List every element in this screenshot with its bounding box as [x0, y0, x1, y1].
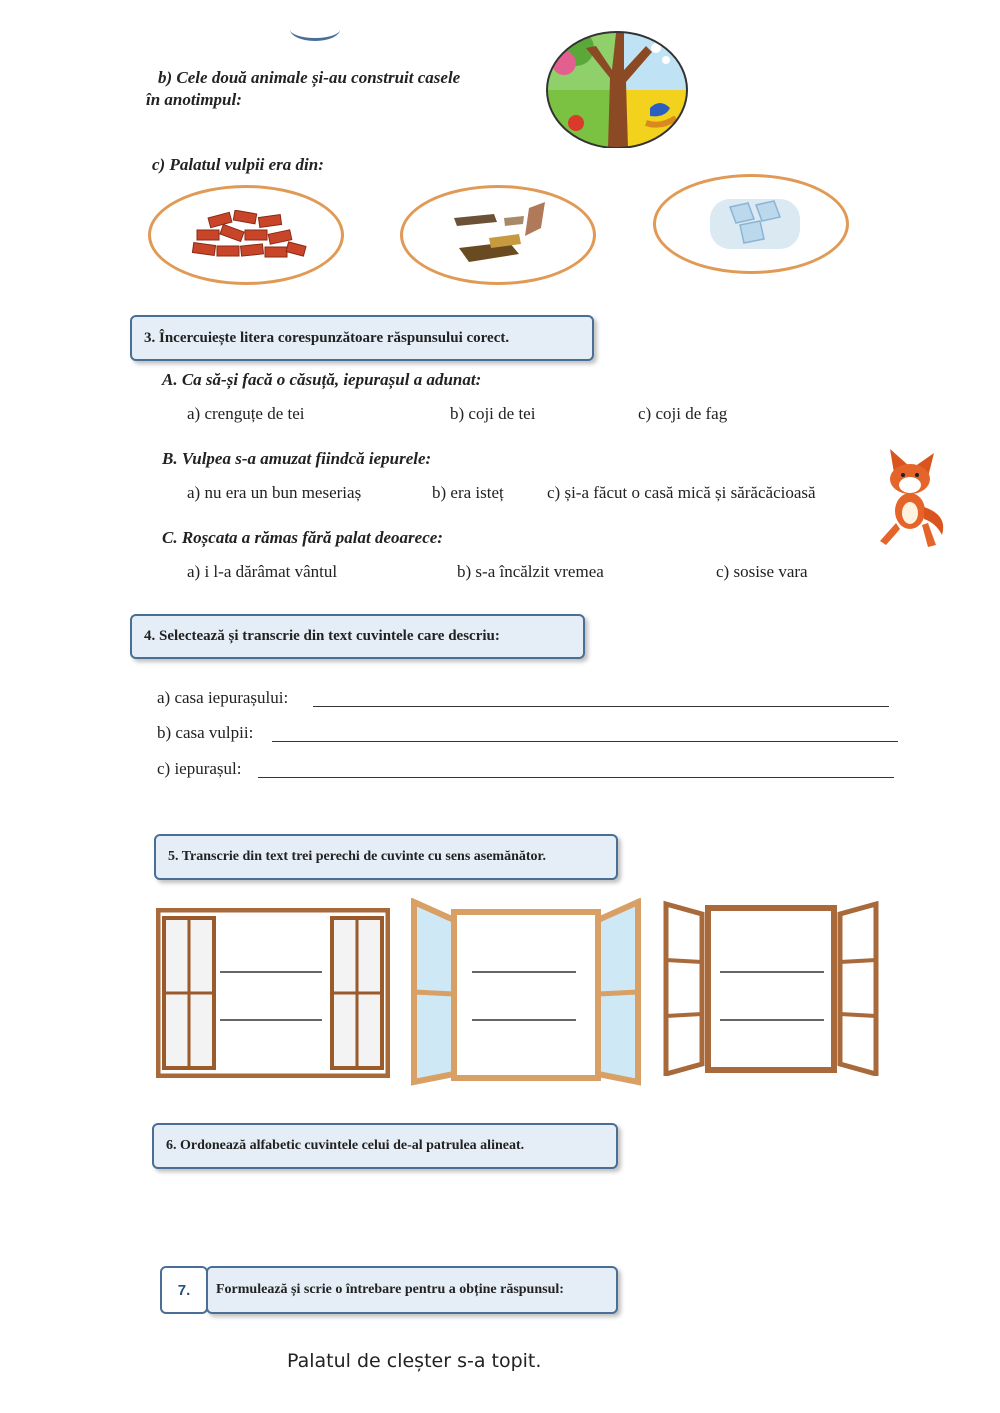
question-3-title: 3. Încercuiește litera corespunzătoare răspunsului corect. — [130, 315, 594, 361]
fox-icon — [868, 445, 948, 555]
q4-answer-line-b[interactable] — [272, 741, 898, 742]
window-icon — [408, 898, 644, 1086]
ice-icon — [700, 189, 810, 259]
q4-answer-line-a[interactable] — [313, 706, 889, 707]
window-icon — [156, 908, 390, 1078]
question-2b-line2: în anotimpul: — [146, 90, 242, 109]
question-2c: c) Palatul vulpii era din: — [152, 155, 324, 174]
question-2b: b) Cele două animale și-au construit casele — [158, 68, 461, 87]
q4-label-b: b) casa vulpii: — [157, 723, 254, 742]
answer-3B-b[interactable]: b) era isteț — [432, 483, 504, 502]
q4-answer-line-c[interactable] — [258, 777, 894, 778]
q4-label-a: a) casa iepurașului: — [157, 688, 289, 707]
answer-3B-a[interactable]: a) nu era un bun meseriaș — [187, 483, 362, 502]
option-ice[interactable] — [653, 174, 849, 274]
answer-3A-a[interactable]: a) crenguțe de tei — [187, 404, 305, 423]
answer-3C-b[interactable]: b) s-a încălzit vremea — [457, 562, 604, 581]
answer-3A-c[interactable]: c) coji de fag — [638, 404, 728, 423]
question-6-title: 6. Ordonează alfabetic cuvintele celui de-al patrulea alineat. — [152, 1123, 618, 1169]
top-arc — [290, 18, 340, 41]
q4-label-c: c) iepurașul: — [157, 759, 242, 778]
window-icon — [662, 900, 880, 1076]
answer-3C-a[interactable]: a) i l-a dărâmat vântul — [187, 562, 338, 581]
question-7-number: 7. — [160, 1266, 208, 1314]
question-4-title: 4. Selectează și transcrie din text cuvintele care descriu: — [130, 614, 585, 659]
question-7-answer: Palatul de cleșter s-a topit. — [287, 1350, 542, 1372]
question-5-title: 5. Transcrie din text trei perechi de cuvinte cu sens asemănător. — [154, 834, 618, 880]
answer-3A-b[interactable]: b) coji de tei — [450, 404, 536, 423]
bark-icon — [449, 198, 559, 268]
question-3A: A. Ca să-și facă o căsuță, iepurașul a adunat: — [162, 370, 482, 389]
seasons-tree-icon — [546, 28, 688, 148]
bricks-icon — [189, 210, 309, 260]
option-bricks[interactable] — [148, 185, 344, 285]
option-bark[interactable] — [400, 185, 596, 285]
question-3B: B. Vulpea s-a amuzat fiindcă iepurele: — [162, 449, 432, 468]
answer-3C-c[interactable]: c) sosise vara — [716, 562, 808, 581]
question-7-title: Formulează și scrie o întrebare pentru a obține răspunsul: — [206, 1266, 618, 1314]
answer-3B-c[interactable]: c) și-a făcut o casă mică și sărăcăcioasă — [547, 483, 816, 502]
question-3C: C. Roșcata a rămas fără palat deoarece: — [162, 528, 443, 547]
